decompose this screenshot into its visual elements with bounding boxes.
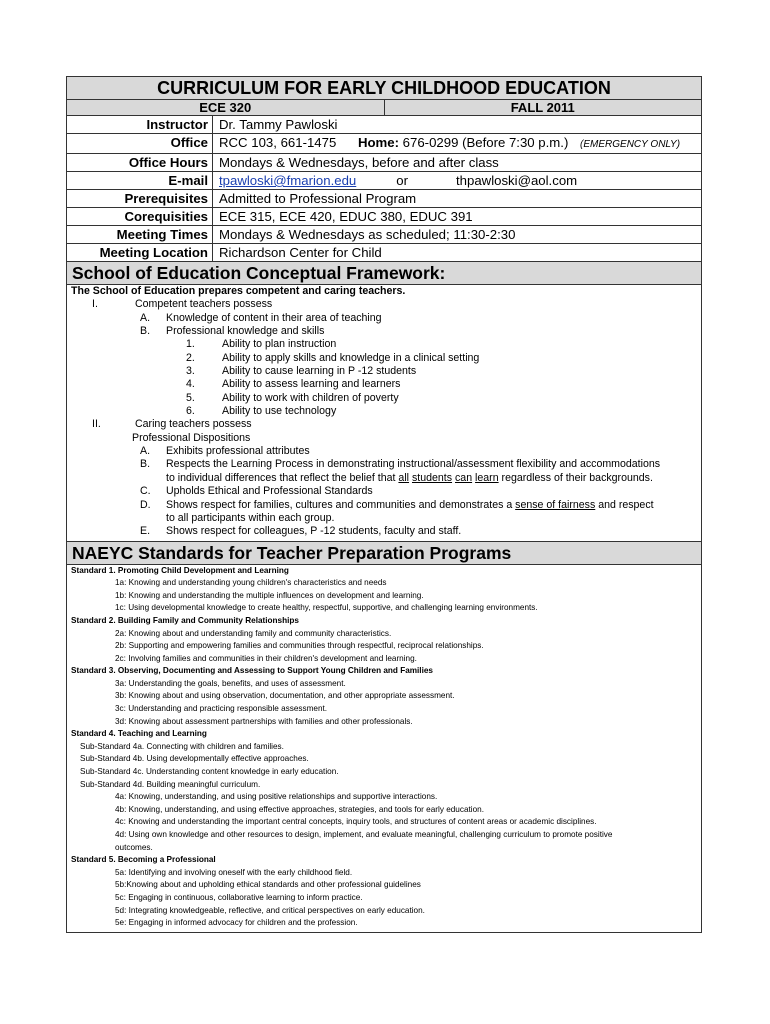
naeyc-standard-title: Standard 1. Promoting Child Development and Learning (71, 565, 289, 575)
prerequisites-value: Admitted to Professional Program (219, 191, 417, 206)
framework-skill-item: 2. Ability to apply skills and knowledge in a clinical setting (186, 351, 480, 364)
emergency-note: (EMERGENCY ONLY) (580, 139, 681, 150)
corequisites-label: Corequisities (67, 208, 213, 225)
corequisites-row (67, 208, 701, 226)
naeyc-standard-title: Standard 4. Teaching and Learning (71, 729, 207, 739)
course-code: ECE 320 (67, 100, 385, 115)
naeyc-standard-item: 1b: Knowing and understanding the multiple influences on development and learning. (115, 590, 424, 600)
naeyc-standard-item: Sub-Standard 4c. Understanding content knowledge in early education. (80, 767, 339, 777)
syllabus-document (66, 76, 702, 933)
naeyc-standard-item: Sub-Standard 4d. Building meaningful curriculum. (80, 779, 261, 789)
naeyc-standard-item: outcomes. (115, 842, 153, 852)
naeyc-standard-item: 3b: Knowing about and using observation, documentation, and other appropriate assessment. (115, 691, 455, 701)
course-term: FALL 2011 (510, 100, 575, 115)
office-phone: RCC 103, 661-1475 (219, 135, 337, 150)
naeyc-standard-item: 5c: Engaging in continuous, collaborative learning to inform practice. (115, 892, 363, 902)
naeyc-standard-item: 4c: Knowing and understanding the important central concepts, inquiry tools, and structures of content areas or academic disciplines. (115, 817, 597, 827)
course-row (67, 100, 701, 116)
naeyc-standard-item: 5a: Identifying and involving oneself with the early childhood field. (115, 867, 353, 877)
naeyc-standard-item: 5d: Integrating knowledgeable, reflective, and critical perspectives on early education. (115, 905, 425, 915)
framework-item-i: I. Competent teachers possess (92, 298, 273, 311)
framework-item-ii: II. Caring teachers possess (92, 418, 252, 431)
framework-intro: The School of Education prepares competent and caring teachers. (71, 285, 406, 297)
disposition-b: B. Respects the Learning Process in demonstrating instructional/assessment flexibility and accommodations (140, 458, 661, 471)
naeyc-heading: NAEYC Standards for Teacher Preparation Programs (67, 541, 701, 565)
email-secondary: thpawloski@aol.com (456, 173, 578, 188)
office-label: Office (67, 134, 213, 153)
email-or: or (396, 173, 408, 188)
framework-dispositions: Professional Dispositions (132, 431, 251, 444)
meeting-times-row (67, 226, 701, 244)
meeting-location-row (67, 244, 701, 261)
naeyc-standard-item: 5e: Engaging in informed advocacy for children and the profession. (115, 918, 358, 928)
naeyc-standard-item: 1c: Using developmental knowledge to create healthy, respectful, supportive, and challenging learning environments. (115, 603, 538, 613)
framework-skill-item: 1. Ability to plan instruction (186, 338, 337, 351)
disposition-a: A. Exhibits professional attributes (140, 445, 310, 458)
naeyc-standard-title: Standard 2. Building Family and Community Relationships (71, 615, 299, 625)
meeting-times-label: Meeting Times (67, 226, 213, 243)
naeyc-standard-item: 4a: Knowing, understanding, and using positive relationships and supportive interactions. (115, 792, 438, 802)
email-label: E-mail (67, 172, 213, 189)
naeyc-standards-list (67, 565, 701, 932)
framework-item-b: B. Professional knowledge and skills (140, 325, 325, 338)
office-row (67, 134, 701, 154)
meeting-times-value: Mondays & Wednesdays as scheduled; 11:30-2:30 (219, 227, 516, 242)
framework-heading: School of Education Conceptual Framework: (67, 261, 701, 285)
prerequisites-label: Prerequisites (67, 190, 213, 207)
disposition-d: D. Shows respect for families, cultures and communities and demonstrates a sense of fairness and respect (140, 498, 654, 511)
naeyc-standard-item: 3a: Understanding the goals, benefits, and uses of assessment. (115, 678, 346, 688)
email-link-primary[interactable]: tpawloski@fmarion.edu (219, 173, 357, 188)
naeyc-standard-item: 4b: Knowing, understanding, and using effective approaches, strategies, and tools for early education. (115, 804, 484, 814)
framework-skills-list (71, 338, 697, 418)
disposition-d-cont: to all participants within each group. (166, 511, 335, 524)
office-hours-row (67, 154, 701, 172)
naeyc-standard-item: 2a: Knowing about and understanding family and community characteristics. (115, 628, 392, 638)
naeyc-standard-item: 1a: Knowing and understanding young children's characteristics and needs (115, 578, 387, 588)
email-row (67, 172, 701, 190)
disposition-e: E. Shows respect for colleagues, P -12 students, faculty and staff. (140, 525, 462, 538)
naeyc-standard-item: 5b:Knowing about and upholding ethical standards and other professional guidelines (115, 880, 421, 890)
framework-skill-item: 5. Ability to work with children of poverty (186, 391, 399, 404)
meeting-location-value: Richardson Center for Child (219, 245, 382, 260)
framework-body (67, 285, 701, 541)
naeyc-standard-item: Sub-Standard 4a. Connecting with children and families. (80, 741, 284, 751)
document-title: CURRICULUM FOR EARLY CHILDHOOD EDUCATION (67, 77, 701, 100)
framework-skill-item: 4. Ability to assess learning and learners (186, 378, 401, 391)
instructor-value: Dr. Tammy Pawloski (219, 117, 338, 132)
home-phone: 676-0299 (Before 7:30 p.m.) (402, 135, 569, 150)
naeyc-standard-item: 2b: Supporting and empowering families and communities through respectful, reciprocal relationships. (115, 641, 484, 651)
office-hours-value: Mondays & Wednesdays, before and after class (219, 155, 499, 170)
framework-skill-item: 3. Ability to cause learning in P -12 students (186, 365, 417, 378)
instructor-label: Instructor (67, 116, 213, 133)
prerequisites-row (67, 190, 701, 208)
corequisites-value: ECE 315, ECE 420, EDUC 380, EDUC 391 (219, 209, 473, 224)
disposition-b-cont: to individual differences that reflect the belief that all students can learn regardless of their backgrounds. (166, 471, 653, 484)
naeyc-standard-title: Standard 3. Observing, Documenting and Assessing to Support Young Children and Families (71, 666, 433, 676)
naeyc-standard-item: 3c: Understanding and practicing responsible assessment. (115, 704, 328, 714)
email-value (213, 172, 577, 189)
framework-item-a: A. Knowledge of content in their area of teaching (140, 311, 382, 324)
naeyc-standard-item: Sub-Standard 4b. Using developmentally effective approaches. (80, 754, 309, 764)
office-value (213, 134, 680, 153)
disposition-c: C. Upholds Ethical and Professional Standards (140, 485, 373, 498)
meeting-location-label: Meeting Location (67, 244, 213, 261)
office-hours-label: Office Hours (67, 154, 213, 171)
home-label: Home: (357, 135, 399, 150)
naeyc-standard-title: Standard 5. Becoming a Professional (71, 855, 216, 865)
naeyc-standard-item: 4d: Using own knowledge and other resources to design, implement, and evaluate meaningful, challenging curriculum to promote positive (115, 830, 613, 839)
naeyc-standard-item: 2c: Involving families and communities in their children's development and learning. (115, 653, 417, 663)
instructor-row (67, 116, 701, 134)
naeyc-standard-item: 3d: Knowing about assessment partnerships with families and other professionals. (115, 716, 413, 726)
framework-skill-item: 6. Ability to use technology (186, 405, 337, 418)
